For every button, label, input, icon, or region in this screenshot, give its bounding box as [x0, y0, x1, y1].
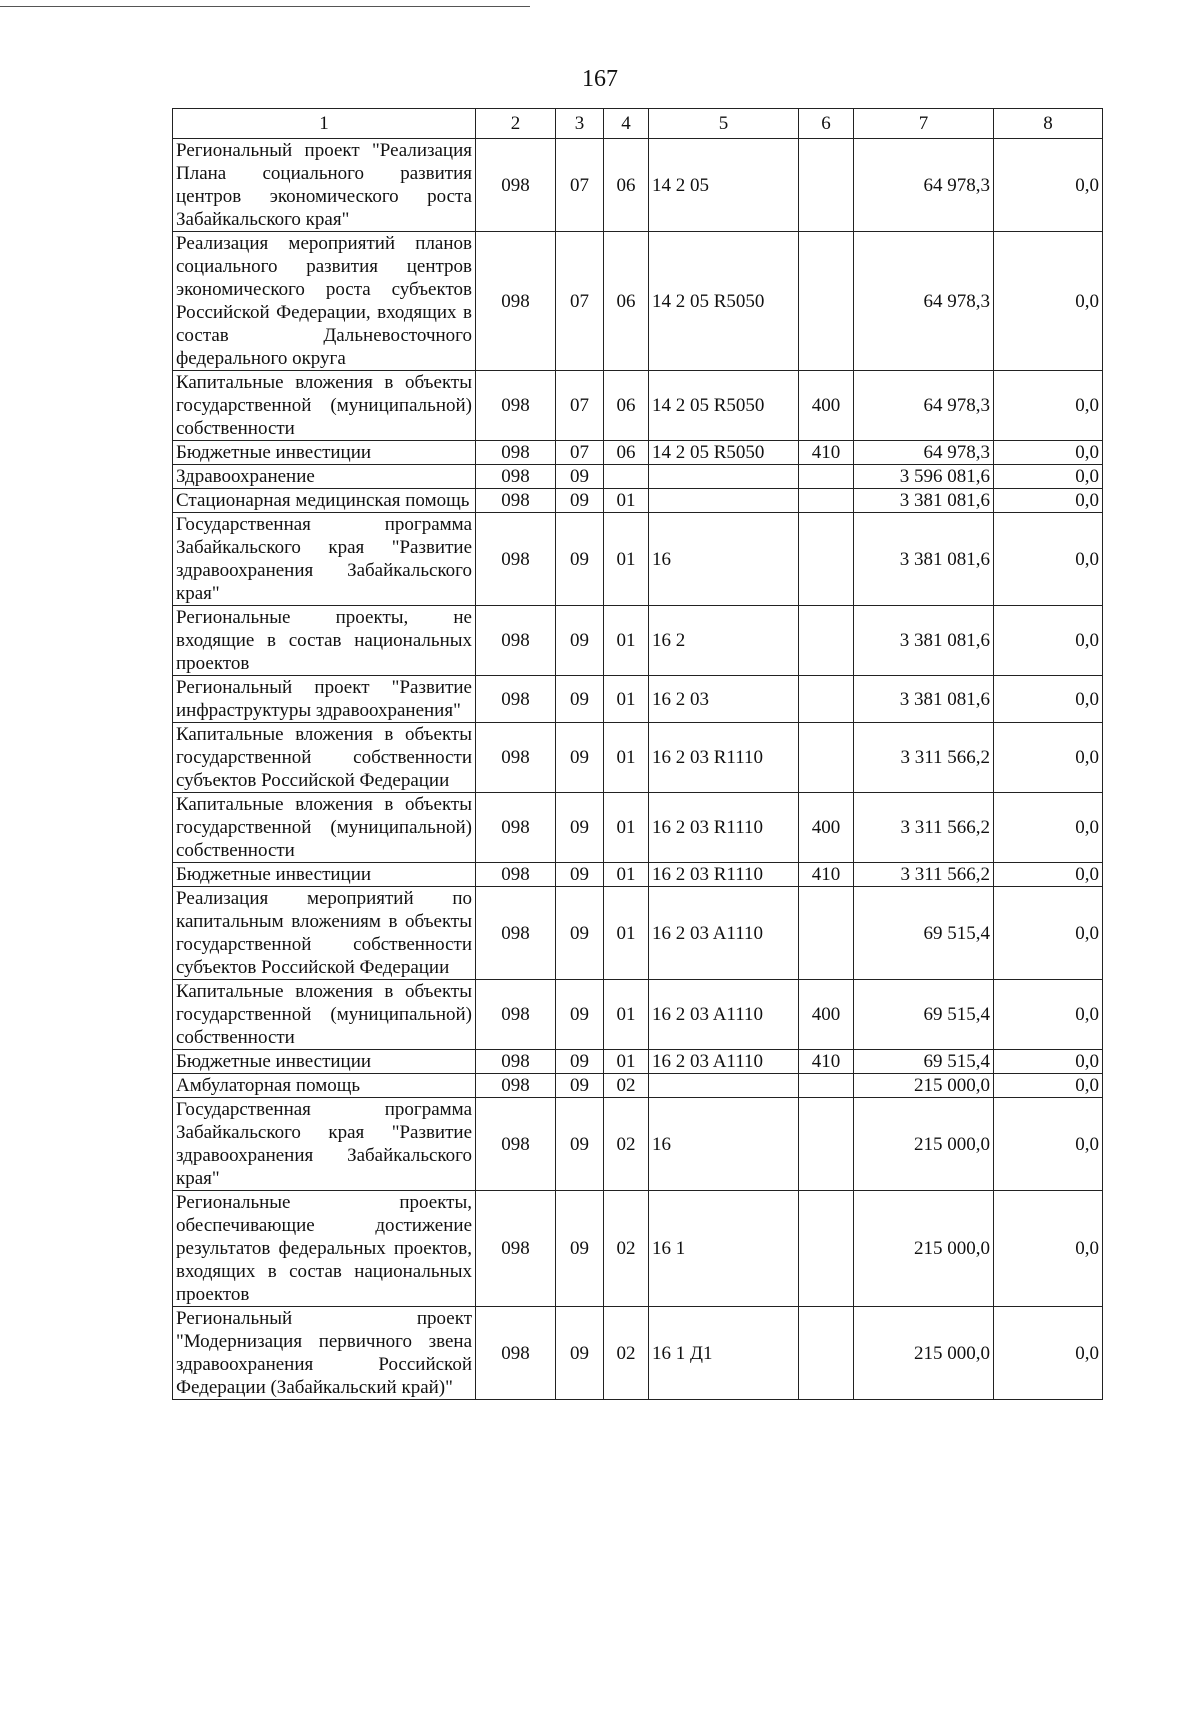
section-cell: 09 — [556, 1191, 604, 1307]
row-name-cell: Региональный проект "Развитие инфраструктуры здравоохранения" — [173, 676, 476, 723]
admin-code-cell: 098 — [476, 371, 556, 441]
section-cell: 09 — [556, 1307, 604, 1400]
row-name-cell: Капитальные вложения в объекты государственной собственности субъектов Российской Федерации — [173, 723, 476, 793]
amount-cell: 3 311 566,2 — [854, 793, 994, 863]
header-row — [173, 109, 1103, 139]
header-cell: 5 — [649, 109, 799, 139]
target-article-cell: 16 1 — [649, 1191, 799, 1307]
subsection-cell: 01 — [604, 676, 649, 723]
amount-cell: 69 515,4 — [854, 1050, 994, 1074]
table-row — [173, 371, 1103, 441]
amount-cell: 3 381 081,6 — [854, 676, 994, 723]
amount-cell: 3 381 081,6 — [854, 513, 994, 606]
target-article-cell: 16 2 03 R1110 — [649, 863, 799, 887]
amount-cell: 64 978,3 — [854, 232, 994, 371]
subsection-cell: 02 — [604, 1074, 649, 1098]
table-row — [173, 1191, 1103, 1307]
target-article-cell: 16 1 Д1 — [649, 1307, 799, 1400]
section-cell: 09 — [556, 1050, 604, 1074]
expense-type-cell — [799, 1074, 854, 1098]
row-name-cell: Бюджетные инвестиции — [173, 863, 476, 887]
table-row — [173, 980, 1103, 1050]
amount-cell: 215 000,0 — [854, 1191, 994, 1307]
amount-cell: 69 515,4 — [854, 980, 994, 1050]
admin-code-cell: 098 — [476, 1098, 556, 1191]
section-cell: 09 — [556, 606, 604, 676]
subsection-cell: 01 — [604, 513, 649, 606]
target-article-cell: 16 2 03 R1110 — [649, 793, 799, 863]
amount-change-cell: 0,0 — [994, 513, 1103, 606]
table-row — [173, 513, 1103, 606]
section-cell: 07 — [556, 139, 604, 232]
amount-change-cell: 0,0 — [994, 887, 1103, 980]
subsection-cell: 02 — [604, 1191, 649, 1307]
amount-change-cell: 0,0 — [994, 465, 1103, 489]
table-row — [173, 232, 1103, 371]
admin-code-cell: 098 — [476, 1191, 556, 1307]
subsection-cell: 02 — [604, 1098, 649, 1191]
section-cell: 09 — [556, 489, 604, 513]
admin-code-cell: 098 — [476, 980, 556, 1050]
amount-change-cell: 0,0 — [994, 793, 1103, 863]
table-row — [173, 1074, 1103, 1098]
target-article-cell: 16 2 03 R1110 — [649, 723, 799, 793]
header-cell: 2 — [476, 109, 556, 139]
table-row — [173, 606, 1103, 676]
table-row — [173, 465, 1103, 489]
subsection-cell: 01 — [604, 489, 649, 513]
table-row — [173, 676, 1103, 723]
amount-cell: 215 000,0 — [854, 1307, 994, 1400]
section-cell: 09 — [556, 465, 604, 489]
amount-change-cell: 0,0 — [994, 1050, 1103, 1074]
section-cell: 09 — [556, 863, 604, 887]
admin-code-cell: 098 — [476, 793, 556, 863]
admin-code-cell: 098 — [476, 1307, 556, 1400]
amount-change-cell: 0,0 — [994, 232, 1103, 371]
expense-type-cell — [799, 1098, 854, 1191]
admin-code-cell: 098 — [476, 1050, 556, 1074]
target-article-cell: 14 2 05 R5050 — [649, 441, 799, 465]
target-article-cell: 14 2 05 R5050 — [649, 232, 799, 371]
table-row — [173, 887, 1103, 980]
target-article-cell: 16 — [649, 1098, 799, 1191]
amount-cell: 64 978,3 — [854, 441, 994, 465]
budget-table — [172, 108, 1103, 1400]
amount-cell: 64 978,3 — [854, 371, 994, 441]
row-name-cell: Реализация мероприятий по капитальным вложениям в объекты государственной собственности субъектов Российской Федерации — [173, 887, 476, 980]
section-cell: 09 — [556, 887, 604, 980]
row-name-cell: Региональные проекты, не входящие в состав национальных проектов — [173, 606, 476, 676]
table-row — [173, 139, 1103, 232]
row-name-cell: Бюджетные инвестиции — [173, 1050, 476, 1074]
row-name-cell: Капитальные вложения в объекты государственной (муниципальной) собственности — [173, 980, 476, 1050]
amount-change-cell: 0,0 — [994, 371, 1103, 441]
expense-type-cell: 400 — [799, 371, 854, 441]
admin-code-cell: 098 — [476, 863, 556, 887]
admin-code-cell: 098 — [476, 1074, 556, 1098]
target-article-cell: 16 2 — [649, 606, 799, 676]
admin-code-cell: 098 — [476, 489, 556, 513]
target-article-cell: 14 2 05 R5050 — [649, 371, 799, 441]
row-name-cell: Региональный проект "Модернизация первичного звена здравоохранения Российской Федерации (Забайкальский край)" — [173, 1307, 476, 1400]
section-cell: 09 — [556, 1074, 604, 1098]
amount-cell: 3 381 081,6 — [854, 489, 994, 513]
amount-cell: 69 515,4 — [854, 887, 994, 980]
subsection-cell: 01 — [604, 980, 649, 1050]
section-cell: 09 — [556, 1098, 604, 1191]
subsection-cell: 06 — [604, 371, 649, 441]
admin-code-cell: 098 — [476, 606, 556, 676]
amount-change-cell: 0,0 — [994, 723, 1103, 793]
subsection-cell: 01 — [604, 606, 649, 676]
section-cell: 07 — [556, 232, 604, 371]
page-number: 167 — [582, 66, 618, 92]
target-article-cell — [649, 489, 799, 513]
admin-code-cell: 098 — [476, 676, 556, 723]
amount-cell: 3 311 566,2 — [854, 863, 994, 887]
amount-change-cell: 0,0 — [994, 606, 1103, 676]
expense-type-cell — [799, 1191, 854, 1307]
row-name-cell: Государственная программа Забайкальского края "Развитие здравоохранения Забайкальского края" — [173, 513, 476, 606]
amount-cell: 3 596 081,6 — [854, 465, 994, 489]
admin-code-cell: 098 — [476, 723, 556, 793]
row-name-cell: Реализация мероприятий планов социального развития центров экономического роста субъектов Российской Федерации, входящих в состав Дальневосточного федерального округа — [173, 232, 476, 371]
table-row — [173, 723, 1103, 793]
expense-type-cell — [799, 232, 854, 371]
expense-type-cell — [799, 887, 854, 980]
row-name-cell: Региональные проекты, обеспечивающие достижение результатов федеральных проектов, входящих в состав национальных проектов — [173, 1191, 476, 1307]
amount-cell: 215 000,0 — [854, 1074, 994, 1098]
header-cell: 4 — [604, 109, 649, 139]
target-article-cell: 16 2 03 A1110 — [649, 1050, 799, 1074]
expense-type-cell: 400 — [799, 980, 854, 1050]
amount-change-cell: 0,0 — [994, 980, 1103, 1050]
section-cell: 07 — [556, 441, 604, 465]
header-cell: 1 — [173, 109, 476, 139]
amount-cell: 64 978,3 — [854, 139, 994, 232]
section-cell: 09 — [556, 676, 604, 723]
target-article-cell — [649, 465, 799, 489]
amount-change-cell: 0,0 — [994, 676, 1103, 723]
subsection-cell: 01 — [604, 887, 649, 980]
section-cell: 09 — [556, 793, 604, 863]
amount-change-cell: 0,0 — [994, 863, 1103, 887]
subsection-cell: 06 — [604, 139, 649, 232]
admin-code-cell: 098 — [476, 887, 556, 980]
header-cell: 7 — [854, 109, 994, 139]
target-article-cell: 16 — [649, 513, 799, 606]
table-row — [173, 1098, 1103, 1191]
header-cell: 8 — [994, 109, 1103, 139]
amount-change-cell: 0,0 — [994, 441, 1103, 465]
admin-code-cell: 098 — [476, 232, 556, 371]
admin-code-cell: 098 — [476, 513, 556, 606]
amount-cell: 215 000,0 — [854, 1098, 994, 1191]
table-row — [173, 863, 1103, 887]
amount-change-cell: 0,0 — [994, 1098, 1103, 1191]
top-rule — [0, 6, 530, 7]
target-article-cell: 16 2 03 — [649, 676, 799, 723]
amount-cell: 3 381 081,6 — [854, 606, 994, 676]
row-name-cell: Капитальные вложения в объекты государственной (муниципальной) собственности — [173, 371, 476, 441]
target-article-cell — [649, 1074, 799, 1098]
section-cell: 09 — [556, 513, 604, 606]
expense-type-cell — [799, 139, 854, 232]
table-row — [173, 441, 1103, 465]
expense-type-cell — [799, 1307, 854, 1400]
table-row — [173, 793, 1103, 863]
row-name-cell: Региональный проект "Реализация Плана социального развития центров экономического роста Забайкальского края" — [173, 139, 476, 232]
subsection-cell: 06 — [604, 441, 649, 465]
row-name-cell: Стационарная медицинская помощь — [173, 489, 476, 513]
expense-type-cell — [799, 489, 854, 513]
section-cell: 09 — [556, 723, 604, 793]
subsection-cell — [604, 465, 649, 489]
table-row — [173, 1050, 1103, 1074]
expense-type-cell — [799, 465, 854, 489]
section-cell: 09 — [556, 980, 604, 1050]
subsection-cell: 02 — [604, 1307, 649, 1400]
row-name-cell: Капитальные вложения в объекты государственной (муниципальной) собственности — [173, 793, 476, 863]
admin-code-cell: 098 — [476, 465, 556, 489]
amount-cell: 3 311 566,2 — [854, 723, 994, 793]
expense-type-cell: 410 — [799, 1050, 854, 1074]
table-row — [173, 489, 1103, 513]
subsection-cell: 01 — [604, 1050, 649, 1074]
section-cell: 07 — [556, 371, 604, 441]
amount-change-cell: 0,0 — [994, 1074, 1103, 1098]
amount-change-cell: 0,0 — [994, 1191, 1103, 1307]
admin-code-cell: 098 — [476, 139, 556, 232]
subsection-cell: 01 — [604, 793, 649, 863]
row-name-cell: Бюджетные инвестиции — [173, 441, 476, 465]
expense-type-cell — [799, 723, 854, 793]
expense-type-cell — [799, 606, 854, 676]
expense-type-cell — [799, 676, 854, 723]
target-article-cell: 16 2 03 A1110 — [649, 980, 799, 1050]
expense-type-cell — [799, 513, 854, 606]
target-article-cell: 14 2 05 — [649, 139, 799, 232]
header-cell: 6 — [799, 109, 854, 139]
expense-type-cell: 410 — [799, 441, 854, 465]
row-name-cell: Здравоохранение — [173, 465, 476, 489]
row-name-cell: Амбулаторная помощь — [173, 1074, 476, 1098]
amount-change-cell: 0,0 — [994, 489, 1103, 513]
amount-change-cell: 0,0 — [994, 139, 1103, 232]
target-article-cell: 16 2 03 A1110 — [649, 887, 799, 980]
table-row — [173, 1307, 1103, 1400]
header-cell: 3 — [556, 109, 604, 139]
row-name-cell: Государственная программа Забайкальского края "Развитие здравоохранения Забайкальского края" — [173, 1098, 476, 1191]
admin-code-cell: 098 — [476, 441, 556, 465]
expense-type-cell: 400 — [799, 793, 854, 863]
subsection-cell: 06 — [604, 232, 649, 371]
subsection-cell: 01 — [604, 863, 649, 887]
subsection-cell: 01 — [604, 723, 649, 793]
amount-change-cell: 0,0 — [994, 1307, 1103, 1400]
expense-type-cell: 410 — [799, 863, 854, 887]
